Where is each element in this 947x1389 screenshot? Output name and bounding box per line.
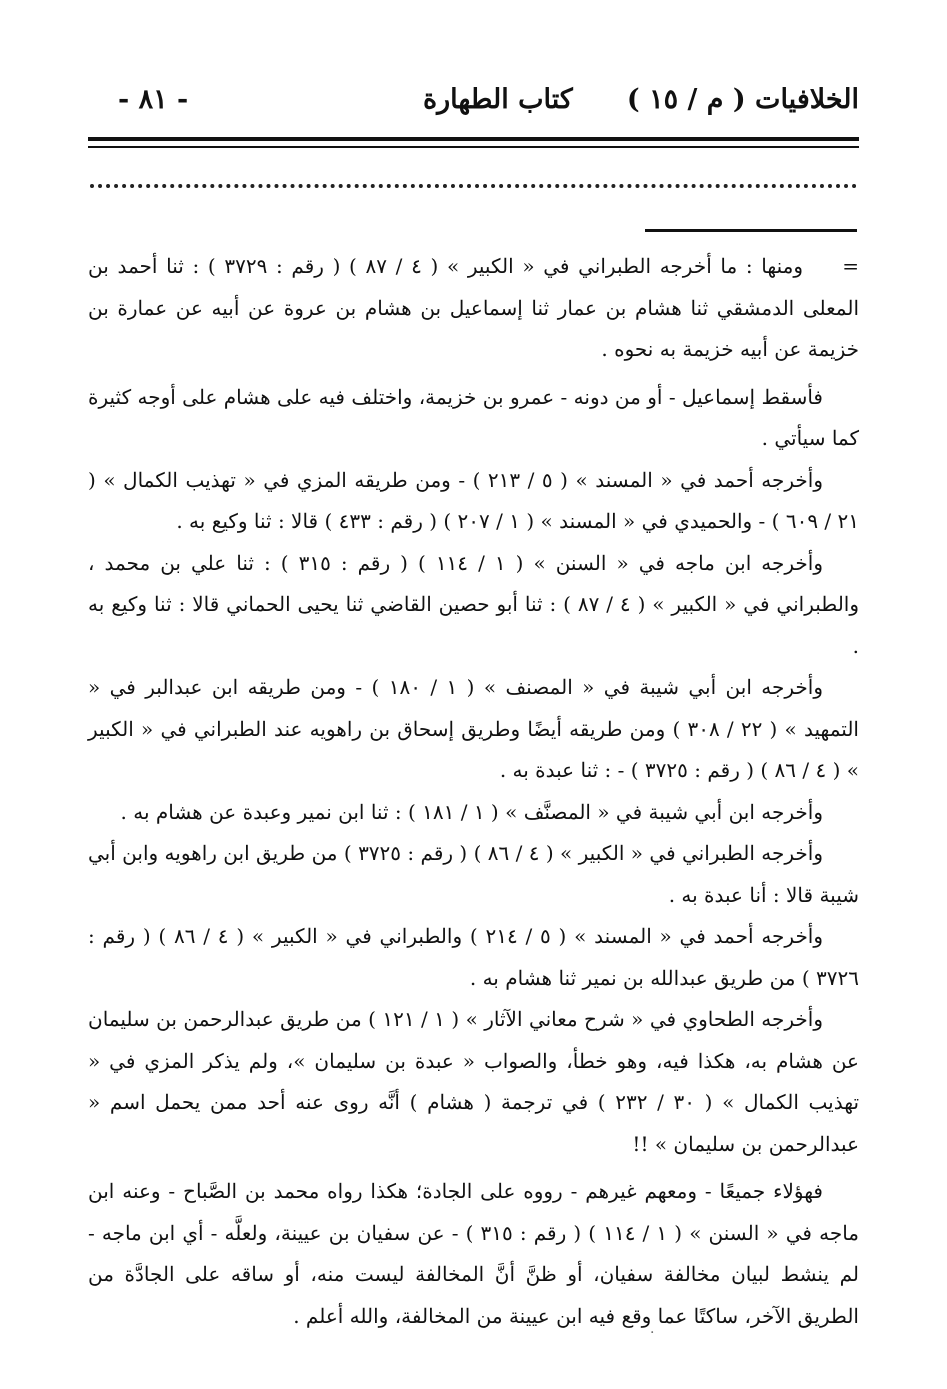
footnote-paragraph-1: =ومنها : ما أخرجه الطبراني في « الكبير » ( ٤ / ٨٧ ) ( رقم : ٣٧٢٩ ) : ثنا أحمد بن المعلى الدمشقي ثنا هشام بن عمار ثنا إسماعيل بن هشام بن عروة عن أبيه عن عمارة بن خزيمة عن أبيه خزيمة به نحوه . <box>88 246 859 371</box>
footnote-text <box>88 246 859 1337</box>
scan-mark: · <box>650 1325 655 1341</box>
page-number: - ٨١ - <box>118 84 189 115</box>
continuation-marker: = <box>842 254 860 278</box>
footnote-paragraph-10: فهؤلاء جميعًا - ومعهم غيرهم - رووه على الجادة؛ هكذا رواه محمد بن الصَّباح - وعنه ابن ماجه في « السنن » ( ١ / ١١٤ ) ( رقم : ٣١٥ ) - عن سفيان بن عيينة، ولعلَّه - أي ابن ماجه - لم ينشط لبيان مخالفة سفيان، أو ظنَّ أنَّ المخالفة ليست منه، أو ساقه على الجادَّة من الطريق الآخر، ساكتًا عما وقع فيه ابن عيينة من المخالفة، والله أعلم . <box>88 1179 859 1328</box>
footnote-paragraph-5: وأخرجه ابن أبي شيبة في « المصنف » ( ١ / ١٨٠ ) - ومن طريقه ابن عبدالبر في « التمهيد » ( ٢٢ / ٣٠٨ ) ومن طريقه أيضًا وطريق إسحاق بن راهويه عند الطبراني في « الكبير » ( ٤ / ٨٦ ) ( رقم : ٣٧٢٥ ) - : ثنا عبدة به . <box>88 675 859 782</box>
footnote-paragraph-3: وأخرجه أحمد في « المسند » ( ٥ / ٢١٣ ) - ومن طريقه المزي في « تهذيب الكمال » ( ٢١ / ٦٠٩ ) - والحميدي في « المسند » ( ١ / ٢٠٧ ) ( رقم : ٤٣٣ ) قالا : ثنا وكيع به . <box>88 467 859 533</box>
footnote-paragraph-4: وأخرجه ابن ماجه في « السنن » ( ١ / ١١٤ ) ( رقم : ٣١٥ ) : ثنا علي بن محمد ، والطبراني في « الكبير » ( ٤ / ٨٧ ) : ثنا أبو حصين القاضي ثنا يحيى الحماني قالا : ثنا وكيع به . <box>88 550 860 658</box>
header-rule-thin <box>88 146 859 148</box>
page-header <box>88 80 859 124</box>
footnote-paragraph-7: وأخرجه الطبراني في « الكبير » ( ٤ / ٨٦ ) ( رقم : ٣٧٢٥ ) من طريق ابن راهويه وابن أبي شيبة قالا : أنا عبدة به . <box>88 841 859 907</box>
footnote-rule <box>645 229 857 232</box>
footnote-paragraph-9: وأخرجه الطحاوي في « شرح معاني الآثار » ( ١ / ١٢١ ) من طريق عبدالرحمن بن سليمان عن هشام به، هكذا فيه، وهو خطأ، والصواب « عبدة بن سليمان »، ولم يذكر المزي في « تهذيب الكمال » ( ٣٠ / ٢٣٢ ) في ترجمة ( هشام ) أنَّه روى عنه أحد ممن يحمل اسم « عبدالرحمن بن سليمان » !! <box>88 1007 860 1156</box>
footnote-paragraph-2: فأسقط إسماعيل - أو من دونه - عمرو بن خزيمة، واختلف فيه على هشام على أوجه كثيرة كما سيأتي . <box>88 384 859 450</box>
running-title: الخلافيات ( م / ١٥ ) <box>626 84 859 115</box>
dotted-separator <box>90 174 857 188</box>
footnote-paragraph-6: وأخرجه ابن أبي شيبة في « المصنَّف » ( ١ / ١٨١ ) : ثنا ابن نمير وعبدة عن هشام به . <box>120 799 823 824</box>
footnote-paragraph-8: وأخرجه أحمد في « المسند » ( ٥ / ٢١٤ ) والطبراني في « الكبير » ( ٤ / ٨٦ ) ( رقم : ٣٧٢٦ ) من طريق عبدالله بن نمير ثنا هشام به . <box>88 924 859 990</box>
book-title: كتاب الطهارة <box>423 84 573 115</box>
header-rule-thick <box>88 137 859 141</box>
